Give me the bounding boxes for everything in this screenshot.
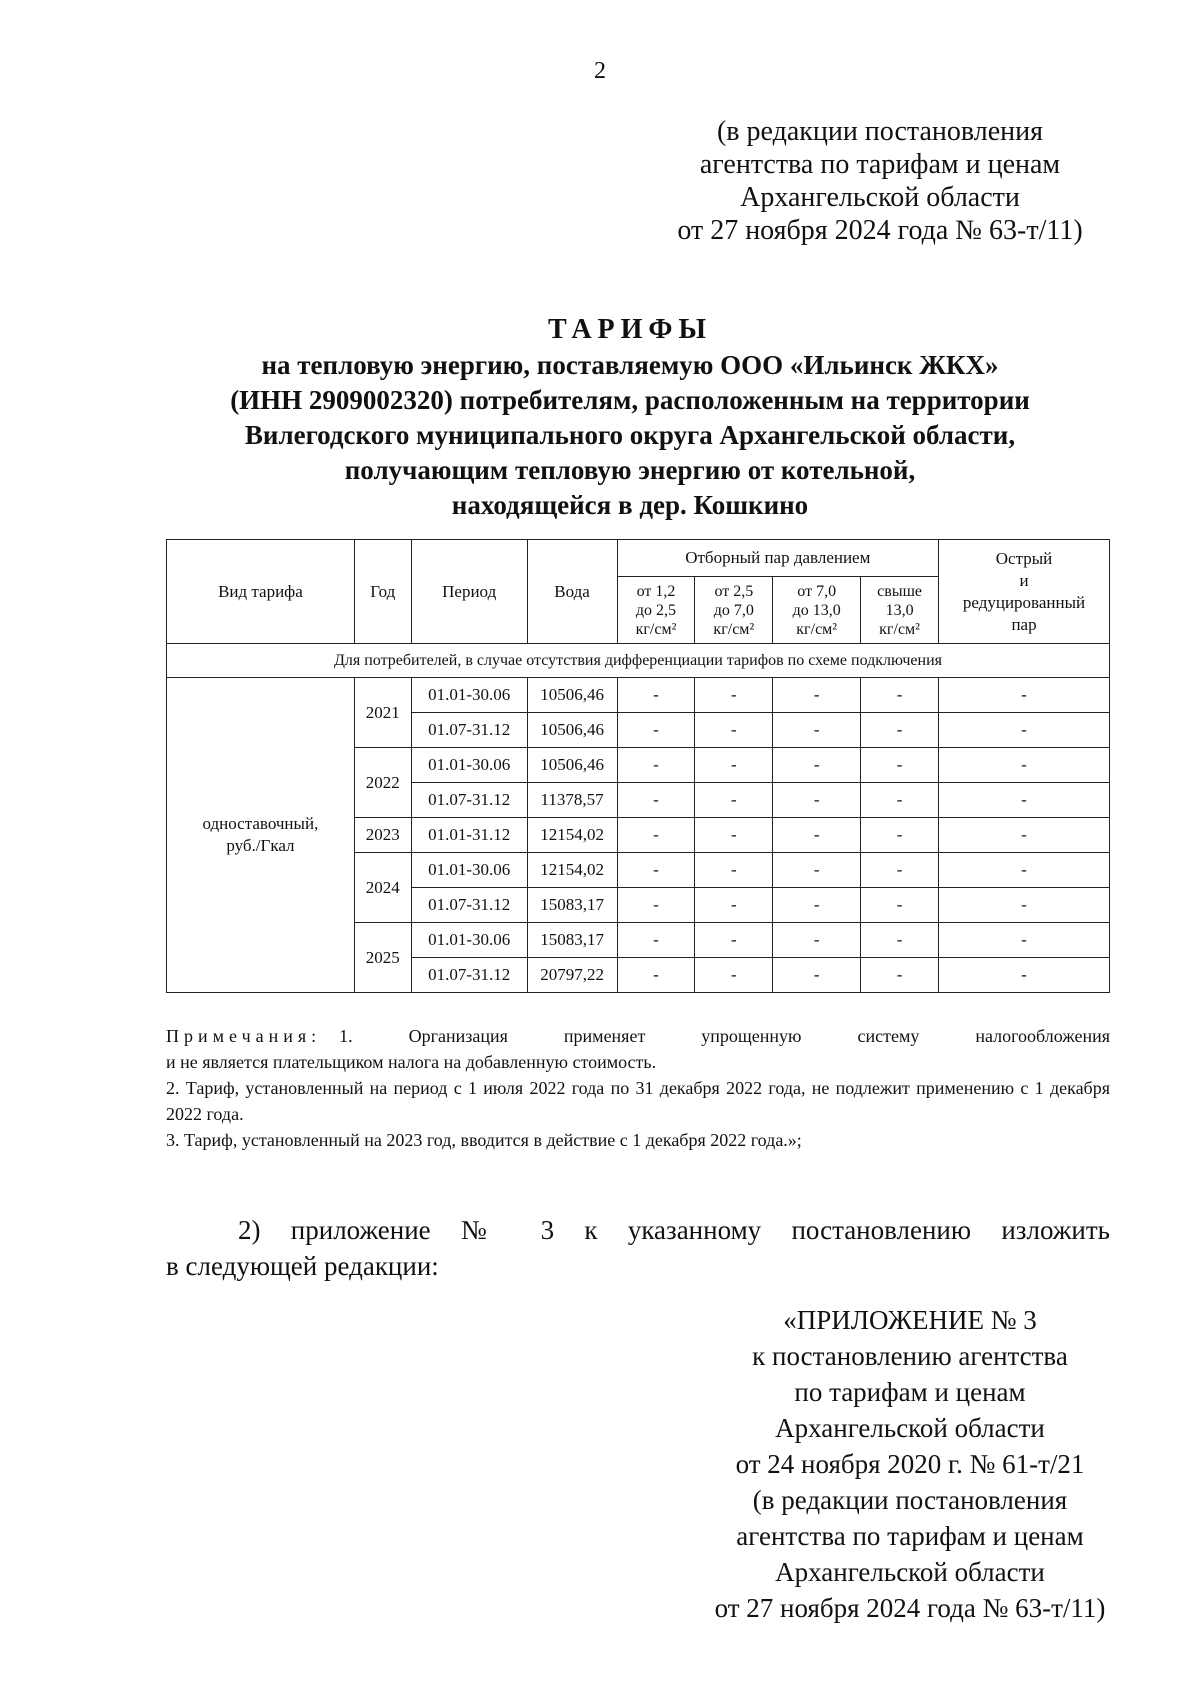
header-steam-2 [695, 577, 773, 644]
header-line: до 2,5 [635, 601, 677, 619]
note-1-text: 1. Организация применяет упрощенную систему налогообложения [339, 1026, 1110, 1046]
dash-cell: - [861, 713, 939, 748]
dash-cell: - [617, 783, 695, 818]
appendix-line: по тарифам и ценам [794, 1377, 1026, 1407]
dash-cell: - [695, 853, 773, 888]
dash-cell: - [861, 853, 939, 888]
appendix-header [680, 1302, 1140, 1626]
dash-cell: - [773, 678, 861, 713]
edition-line: (в редакции постановления [716, 116, 1044, 147]
dash-cell: - [861, 678, 939, 713]
section-label: Для потребителей, в случае отсутствия дифференциации тарифов по схеме подключения [167, 644, 1110, 678]
appendix-line: Архангельской области [775, 1413, 1045, 1443]
water-cell: 12154,02 [527, 853, 617, 888]
water-cell: 10506,46 [527, 748, 617, 783]
note-2: 2. Тариф, установленный на период с 1 июля 2022 года по 31 декабря 2022 года, не подлежит применению с 1 декабря 2022 года. [166, 1078, 1110, 1124]
header-line: кг/см² [796, 620, 838, 638]
header-line: кг/см² [713, 620, 755, 638]
dash-cell: - [617, 818, 695, 853]
dash-cell: - [939, 888, 1110, 923]
period-cell: 01.07-31.12 [411, 888, 527, 923]
dash-cell: - [695, 783, 773, 818]
dash-cell: - [939, 958, 1110, 993]
dash-cell: - [617, 713, 695, 748]
dash-cell: - [773, 958, 861, 993]
dash-cell: - [773, 818, 861, 853]
dash-cell: - [773, 888, 861, 923]
year-cell: 2025 [354, 923, 411, 993]
header-line: кг/см² [879, 620, 920, 638]
header-line: от 1,2 [636, 582, 676, 600]
header-sharp-steam [939, 540, 1110, 644]
header-line: 13,0 [885, 601, 914, 619]
dash-cell: - [861, 783, 939, 818]
dash-cell: - [617, 888, 695, 923]
tariff-type-line: руб./Гкал [226, 836, 295, 855]
dash-cell: - [695, 678, 773, 713]
water-cell: 20797,22 [527, 958, 617, 993]
appendix-line: от 27 ноября 2024 года № 63-т/11) [714, 1593, 1106, 1623]
header-line: редуцированный [962, 592, 1086, 612]
dash-cell: - [773, 783, 861, 818]
header-steam-3 [773, 577, 861, 644]
edition-line: Архангельской области [740, 182, 1020, 213]
dash-cell: - [617, 923, 695, 958]
header-steam-group: Отборный пар давлением [617, 540, 938, 577]
header-line: от 7,0 [797, 582, 837, 600]
dash-cell: - [861, 748, 939, 783]
dash-cell: - [939, 783, 1110, 818]
dash-cell: - [617, 958, 695, 993]
period-cell: 01.01-30.06 [411, 853, 527, 888]
header-line: кг/см² [635, 620, 677, 638]
notes-section [166, 1023, 1110, 1153]
notes-label: Примечания: [166, 1026, 322, 1046]
header-year: Год [354, 540, 411, 644]
dash-cell: - [773, 853, 861, 888]
dash-cell: - [939, 923, 1110, 958]
header-period: Период [411, 540, 527, 644]
dash-cell: - [861, 923, 939, 958]
dash-cell: - [939, 818, 1110, 853]
dash-cell: - [695, 888, 773, 923]
water-cell: 12154,02 [527, 818, 617, 853]
water-cell: 15083,17 [527, 888, 617, 923]
item-2-line-1: 2) приложение № 3 к указанному постановлению изложить [238, 1215, 1110, 1245]
appendix-line: от 24 ноября 2020 г. № 61-т/21 [735, 1449, 1085, 1479]
header-line: до 7,0 [713, 601, 754, 619]
note-3: 3. Тариф, установленный на 2023 год, вводится в действие с 1 декабря 2022 года.»; [166, 1130, 802, 1150]
dash-cell: - [617, 678, 695, 713]
header-steam-4 [861, 577, 939, 644]
appendix-line: (в редакции постановления [752, 1485, 1068, 1515]
water-cell: 10506,46 [527, 678, 617, 713]
dash-cell: - [939, 678, 1110, 713]
period-cell: 01.07-31.12 [411, 958, 527, 993]
page-number: 2 [594, 58, 606, 84]
dash-cell: - [695, 818, 773, 853]
item-2-line-2: в следующей редакции: [166, 1251, 439, 1281]
tariff-type-line: одноставочный, [202, 814, 319, 833]
dash-cell: - [695, 958, 773, 993]
tariff-table [166, 539, 1110, 993]
dash-cell: - [939, 713, 1110, 748]
dash-cell: - [617, 748, 695, 783]
document-title [150, 312, 1110, 523]
header-line: Острый [995, 548, 1053, 568]
header-line: до 13,0 [792, 601, 841, 619]
year-cell: 2024 [354, 853, 411, 923]
water-cell: 10506,46 [527, 713, 617, 748]
dash-cell: - [695, 748, 773, 783]
dash-cell: - [861, 818, 939, 853]
dash-cell: - [617, 853, 695, 888]
period-cell: 01.01-30.06 [411, 748, 527, 783]
period-cell: 01.01-30.06 [411, 923, 527, 958]
edition-header [600, 115, 1160, 247]
note-1-continued: и не является плательщиком налога на добавленную стоимость. [166, 1052, 657, 1072]
title-subtitle: на тепловую энергию, поставляемую ООО «Ильинск ЖКХ» (ИНН 2909002320) потребителям, расположенным на территории Вилегодского муниципального округа Архангельской области, получающим тепловую энергию от котельной, находящейся в дер. Кошкино [230, 350, 1030, 520]
dash-cell: - [773, 713, 861, 748]
dash-cell: - [773, 923, 861, 958]
year-cell: 2023 [354, 818, 411, 853]
note-1 [166, 1023, 1110, 1049]
item-2-paragraph [166, 1212, 1110, 1284]
title-main: ТАРИФЫ [548, 314, 712, 345]
year-cell: 2021 [354, 678, 411, 748]
header-line: и [1019, 570, 1029, 590]
dash-cell: - [939, 853, 1110, 888]
dash-cell: - [861, 888, 939, 923]
appendix-line: Архангельской области [775, 1557, 1045, 1587]
period-cell: 01.01-31.12 [411, 818, 527, 853]
appendix-line: агентства по тарифам и ценам [736, 1521, 1084, 1551]
appendix-line: «ПРИЛОЖЕНИЕ № 3 [783, 1305, 1037, 1335]
appendix-line: к постановлению агентства [752, 1341, 1068, 1371]
header-line: пар [1011, 614, 1037, 634]
dash-cell: - [861, 958, 939, 993]
dash-cell: - [773, 748, 861, 783]
period-cell: 01.07-31.12 [411, 783, 527, 818]
header-water: Вода [527, 540, 617, 644]
header-line: свыше [877, 582, 922, 600]
water-cell: 11378,57 [527, 783, 617, 818]
dash-cell: - [939, 748, 1110, 783]
header-tariff-type: Вид тарифа [167, 540, 355, 644]
water-cell: 15083,17 [527, 923, 617, 958]
edition-line: агентства по тарифам и ценам [699, 149, 1061, 180]
period-cell: 01.07-31.12 [411, 713, 527, 748]
dash-cell: - [695, 923, 773, 958]
dash-cell: - [695, 713, 773, 748]
period-cell: 01.01-30.06 [411, 678, 527, 713]
header-steam-1 [617, 577, 695, 644]
header-line: от 2,5 [714, 582, 754, 600]
year-cell: 2022 [354, 748, 411, 818]
tariff-type-cell [167, 678, 355, 993]
table-row [167, 678, 1110, 713]
edition-line: от 27 ноября 2024 года № 63-т/11) [677, 215, 1083, 246]
